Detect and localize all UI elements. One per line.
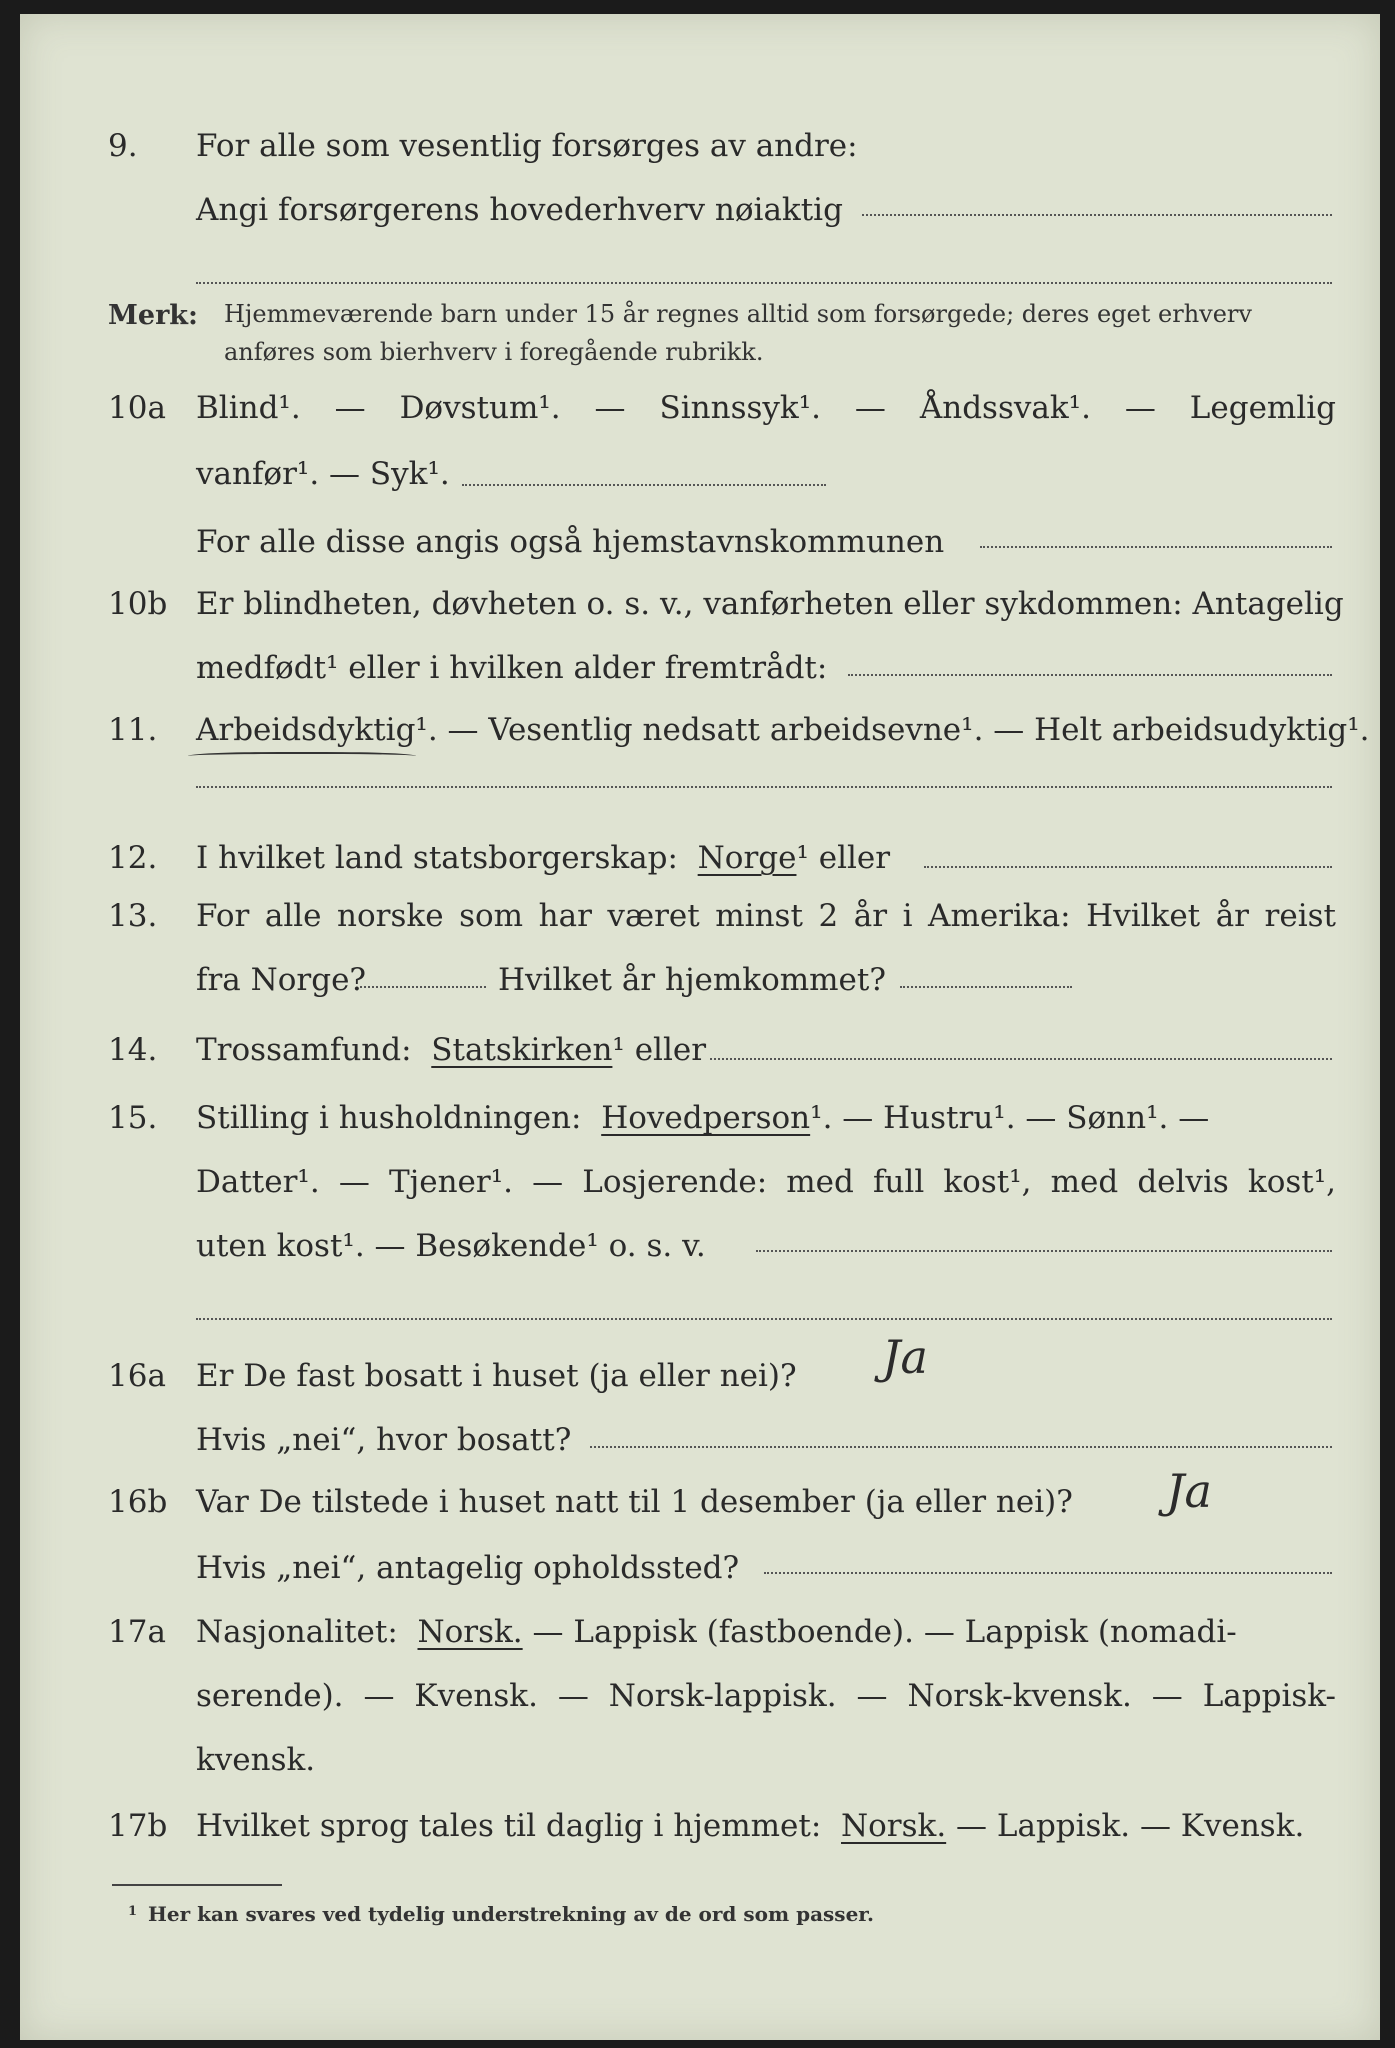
question-number: 17a (108, 1614, 166, 1650)
question-text: fra Norge? (196, 962, 367, 998)
answer-line[interactable] (196, 1318, 1332, 1320)
selected-option: Norsk. (417, 1614, 523, 1650)
question-text: Angi forsørgerens hovederhverv nøiaktig (196, 192, 843, 228)
question-text: uten kost¹. — Besøkende¹ o. s. v. (196, 1228, 706, 1264)
question-text: vanfør¹. — Syk¹. (196, 456, 450, 492)
question-number: 16b (108, 1484, 168, 1520)
question-number: 12. (108, 840, 158, 876)
question-text: serende). — Kvensk. — Norsk-lappisk. — Norsk-kvensk. — Lappisk- (196, 1678, 1336, 1714)
question-text: Trossamfund: (196, 1032, 412, 1068)
question-number: 13. (108, 898, 158, 934)
answer-line[interactable] (862, 214, 1332, 216)
question-number: 10b (108, 586, 168, 622)
note-text: Hjemmeværende barn under 15 år regnes alltid som forsørgede; deres eget erhverv (224, 300, 1252, 328)
answer-line[interactable] (462, 484, 826, 486)
footnote (128, 1902, 874, 1926)
selected-option: Norsk. (841, 1808, 947, 1844)
question-text: Hvis „nei“, antagelig opholdssted? (196, 1550, 740, 1586)
answer-line[interactable] (764, 1572, 1332, 1574)
handwritten-answer: Ja (1166, 1464, 1212, 1518)
handwritten-underline (188, 752, 416, 762)
note-text: anføres som bierhverv i foregående rubrikk. (224, 338, 764, 366)
question-text: Hvilket sprog tales til daglig i hjemmet: (196, 1808, 822, 1844)
question-number: 14. (108, 1032, 158, 1068)
answer-line[interactable] (196, 786, 1332, 788)
question-text: ¹ eller (796, 840, 891, 876)
question-text: For alle som vesentlig forsørges av andre: (196, 128, 858, 164)
selected-option: Arbeidsdyktig (196, 712, 416, 748)
question-text: Datter¹. — Tjener¹. — Losjerende: med full kost¹, med delvis kost¹, (196, 1164, 1336, 1200)
handwritten-answer: Ja (882, 1330, 928, 1384)
question-number: 10a (108, 390, 166, 426)
footnote-mark: 1 (128, 1904, 138, 1919)
answer-line[interactable] (590, 1446, 1332, 1448)
question-text: Hvis „nei“, hvor bosatt? (196, 1422, 572, 1458)
question-text: medfødt¹ eller i hvilken alder fremtrådt: (196, 650, 828, 686)
answer-line[interactable] (900, 986, 1072, 988)
footnote-text: Her kan svares ved tydelig understrekning av de ord som passer. (148, 1902, 874, 1926)
answer-line[interactable] (924, 866, 1332, 868)
answer-line[interactable] (756, 1250, 1332, 1252)
census-form-page (20, 14, 1380, 2040)
selected-option: Norge (697, 840, 797, 876)
answer-line[interactable] (360, 986, 486, 988)
question-text: Er De fast bosatt i huset (ja eller nei)? (196, 1358, 797, 1394)
question-text: kvensk. (196, 1742, 316, 1778)
note-label: Merk: (108, 300, 198, 331)
question-text: ¹. — Vesentlig nedsatt arbeidsevne¹. — Helt arbeidsudyktig¹. (415, 712, 1370, 748)
question-text: Stilling i husholdningen: (196, 1100, 582, 1136)
question-text: Hvilket år hjemkommet? (498, 962, 886, 998)
question-number: 16a (108, 1358, 166, 1394)
answer-line[interactable] (848, 674, 1332, 676)
answer-line[interactable] (196, 282, 1332, 284)
selected-option: Hovedperson (601, 1100, 811, 1136)
question-text: For alle disse angis også hjemstavnskommunen (196, 524, 945, 560)
question-text: ¹. — Hustru¹. — Sønn¹. — (810, 1100, 1210, 1136)
question-number: 11. (108, 712, 158, 748)
footnote-rule (112, 1884, 282, 1886)
question-text: ¹ eller (612, 1032, 707, 1068)
question-text: Nasjonalitet: (196, 1614, 398, 1650)
question-text: I hvilket land statsborgerskap: (196, 840, 678, 876)
question-number: 9. (108, 128, 138, 164)
question-text: Er blindheten, døvheten o. s. v., vanførheten eller sykdommen: Antagelig (196, 586, 1344, 622)
question-text: — Lappisk (fastboende). — Lappisk (nomadi- (532, 1614, 1237, 1650)
question-number: 15. (108, 1100, 158, 1136)
answer-line[interactable] (980, 546, 1332, 548)
question-number: 17b (108, 1808, 168, 1844)
question-text: — Lappisk. — Kvensk. (956, 1808, 1305, 1844)
question-text: Blind¹. — Døvstum¹. — Sinnssyk¹. — Åndssvak¹. — Legemlig (196, 390, 1336, 426)
answer-line[interactable] (710, 1058, 1332, 1060)
question-text: Var De tilstede i huset natt til 1 desember (ja eller nei)? (196, 1484, 1073, 1520)
question-text: For alle norske som har været minst 2 år i Amerika: Hvilket år reist (196, 898, 1336, 934)
selected-option: Statskirken (431, 1032, 613, 1068)
